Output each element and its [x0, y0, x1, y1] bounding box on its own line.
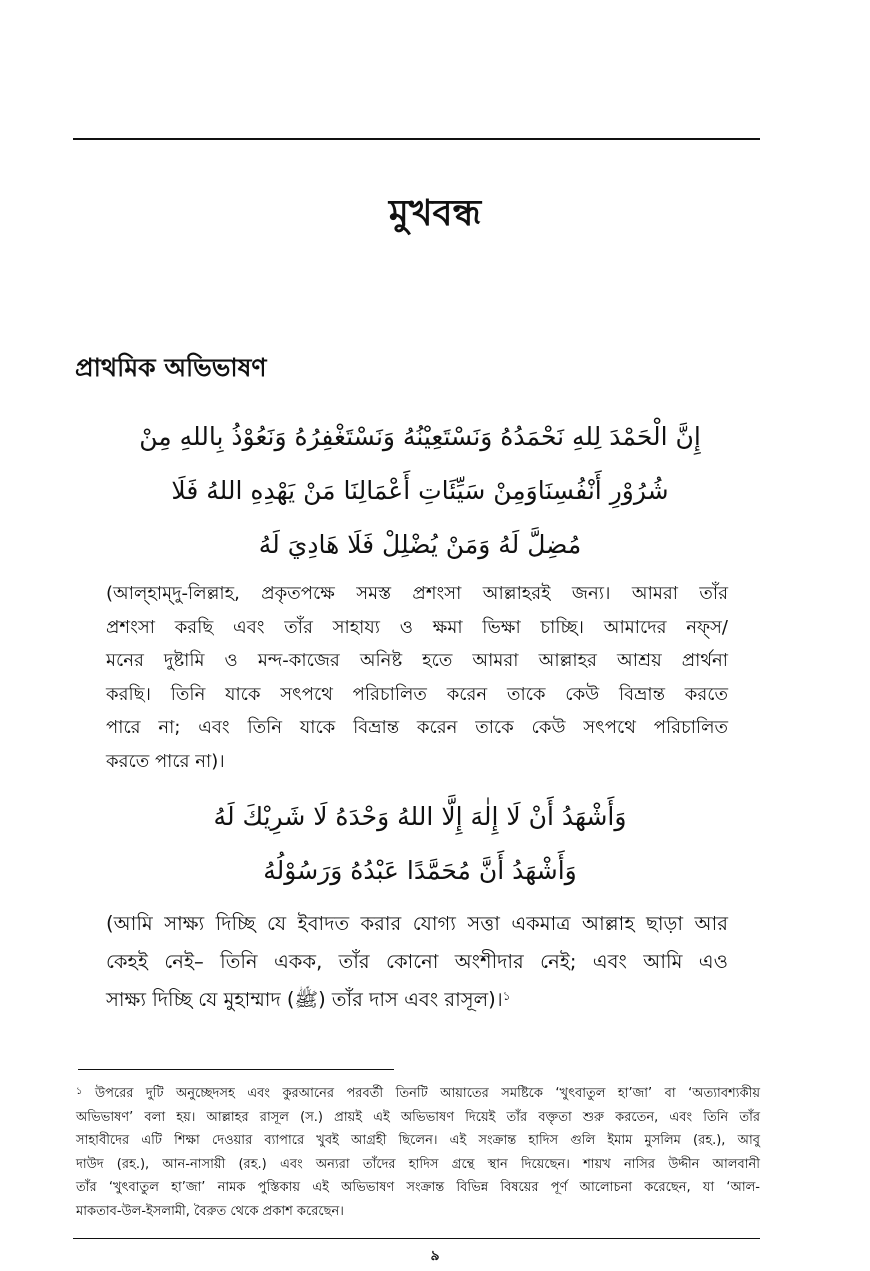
- page-number: ৯: [430, 1248, 440, 1264]
- arabic-line: وَأَشْهَدُ أَنَّ مُحَمَّدًا عَبْدُهُ وَرَسُوْلُهُ: [263, 856, 577, 885]
- paragraph-line: (আল্‌হাম্‌দু-লিল্লাহ, প্রকৃতপক্ষে সমস্ত প্রশংসা আল্লাহরই জন্য। আমরা তাঁর: [106, 583, 728, 604]
- paragraph-line: [106, 981, 728, 1019]
- translation-paragraph-1: [106, 577, 728, 778]
- arabic-testimony: [100, 790, 740, 898]
- arabic-opening-supplication: [100, 410, 740, 572]
- paragraph-line: পারে না; এবং তিনি যাকে বিভ্রান্ত করেন তাকে কেউ সৎপথে পরিচালিত: [106, 717, 728, 738]
- footnote-line: অভিভাষণ’ বলা হয়। আল্লাহর রাসূল (স.) প্রায়ই এই অভিভাষণ দিয়েই তাঁর বক্তৃতা শুরু করতেন, এবং তিনি তাঁর: [76, 1109, 760, 1125]
- footnote-line: মাকতাব-উল-ইসলামী, বৈরুত থেকে প্রকাশ করেছেন।: [76, 1203, 344, 1219]
- footnote-separator: [78, 1069, 394, 1070]
- arabic-line: مُضِلَّ لَهُ وَمَنْ يُضْلِلْ فَلَا هَادِيَ لَهُ: [258, 530, 582, 559]
- paragraph-line: (আমি সাক্ষ্য দিচ্ছি যে ইবাদত করার যোগ্য সত্তা একমাত্র আল্লাহ ছাড়া আর: [106, 912, 728, 935]
- footer-rule: [73, 1238, 760, 1239]
- arabic-line: إِنَّ الْحَمْدَ لِلهِ نَحْمَدُهُ وَنَسْتَعِيْنُهُ وَنَسْتَغْفِرُهُ وَنَعُوْذُ بِاللهِ مِنْ: [139, 422, 701, 451]
- footnote-line: সাহাবীদের এটি শিক্ষা দেওয়ার ব্যাপারে খুবই আগ্রহী ছিলেন। এই সংক্রান্ত হাদিস গুলি ইমাম মুসলিম (রহ.), আবু: [76, 1133, 760, 1148]
- footnote-marker: ১: [76, 1086, 83, 1097]
- arabic-line: وَأَشْهَدُ أَنْ لَا إِلٰهَ إِلَّا اللهُ وَحْدَهُ لَا شَرِيْكَ لَهُ: [213, 802, 627, 831]
- arabic-line: شُرُوْرِ أَنْفُسِنَاوَمِنْ سَيِّئَاتِ أَعْمَالِنَا مَنْ يَهْدِهِ اللهُ فَلَا: [171, 476, 669, 505]
- paragraph-line: মনের দুষ্টামি ও মন্দ-কাজের অনিষ্ট হতে আমরা আল্লাহর আশ্রয় প্রার্থনা: [106, 650, 728, 671]
- footnote-line: [76, 1082, 760, 1106]
- footnote-reference[interactable]: ১: [502, 989, 511, 1003]
- paragraph-line: প্রশংসা করছি এবং তাঁর সাহায্য ও ক্ষমা ভিক্ষা চাচ্ছি। আমাদের নফ্‌স/: [106, 616, 728, 638]
- translation-paragraph-2: [106, 905, 728, 1019]
- footnote-line: দাউদ (রহ.), আন-নাসায়ী (রহ.) এবং অন্যরা তাঁদের হাদিস গ্রন্থে স্থান দিয়েছেন। শায়খ নাসির উদ্দীন আলবানী: [76, 1156, 760, 1172]
- paragraph-line: করছি। তিনি যাকে সৎপথে পরিচালিত করেন তাকে কেউ বিভ্রান্ত করতে: [106, 683, 728, 705]
- footnote-line-text: উপরের দুটি অনুচ্ছেদসহ এবং কুরআনের পরবর্তী তিনটি আয়াতের সমষ্টিকে ‘খুৎবাতুল হা’জা’ বা ‘অত্যাবশ্যকীয়: [94, 1086, 760, 1101]
- header-rule: [73, 138, 760, 140]
- footnote-line: তাঁর ‘খুৎবাতুল হা’জা’ নামক পুস্তিকায় এই অভিভাষণ সংক্রান্ত বিভিন্ন বিষয়ের পূর্ণ আলোচনা করেছেন, যা ‘আল-: [76, 1180, 760, 1195]
- paragraph-line: কেহই নেই– তিনি একক, তাঁর কোনো অংশীদার নেই; এবং আমি এও: [106, 950, 728, 973]
- section-heading: প্রাথমিক অভিভাষণ: [75, 353, 267, 382]
- paragraph-line: করতে পারে না)।: [106, 750, 225, 772]
- chapter-title: মুখবন্ধ: [388, 193, 482, 234]
- footnote: [76, 1082, 760, 1223]
- paragraph-line-text: সাক্ষ্য দিচ্ছি যে মুহাম্মাদ (ﷺ) তাঁর দাস এবং রাসূল)।: [106, 988, 503, 1011]
